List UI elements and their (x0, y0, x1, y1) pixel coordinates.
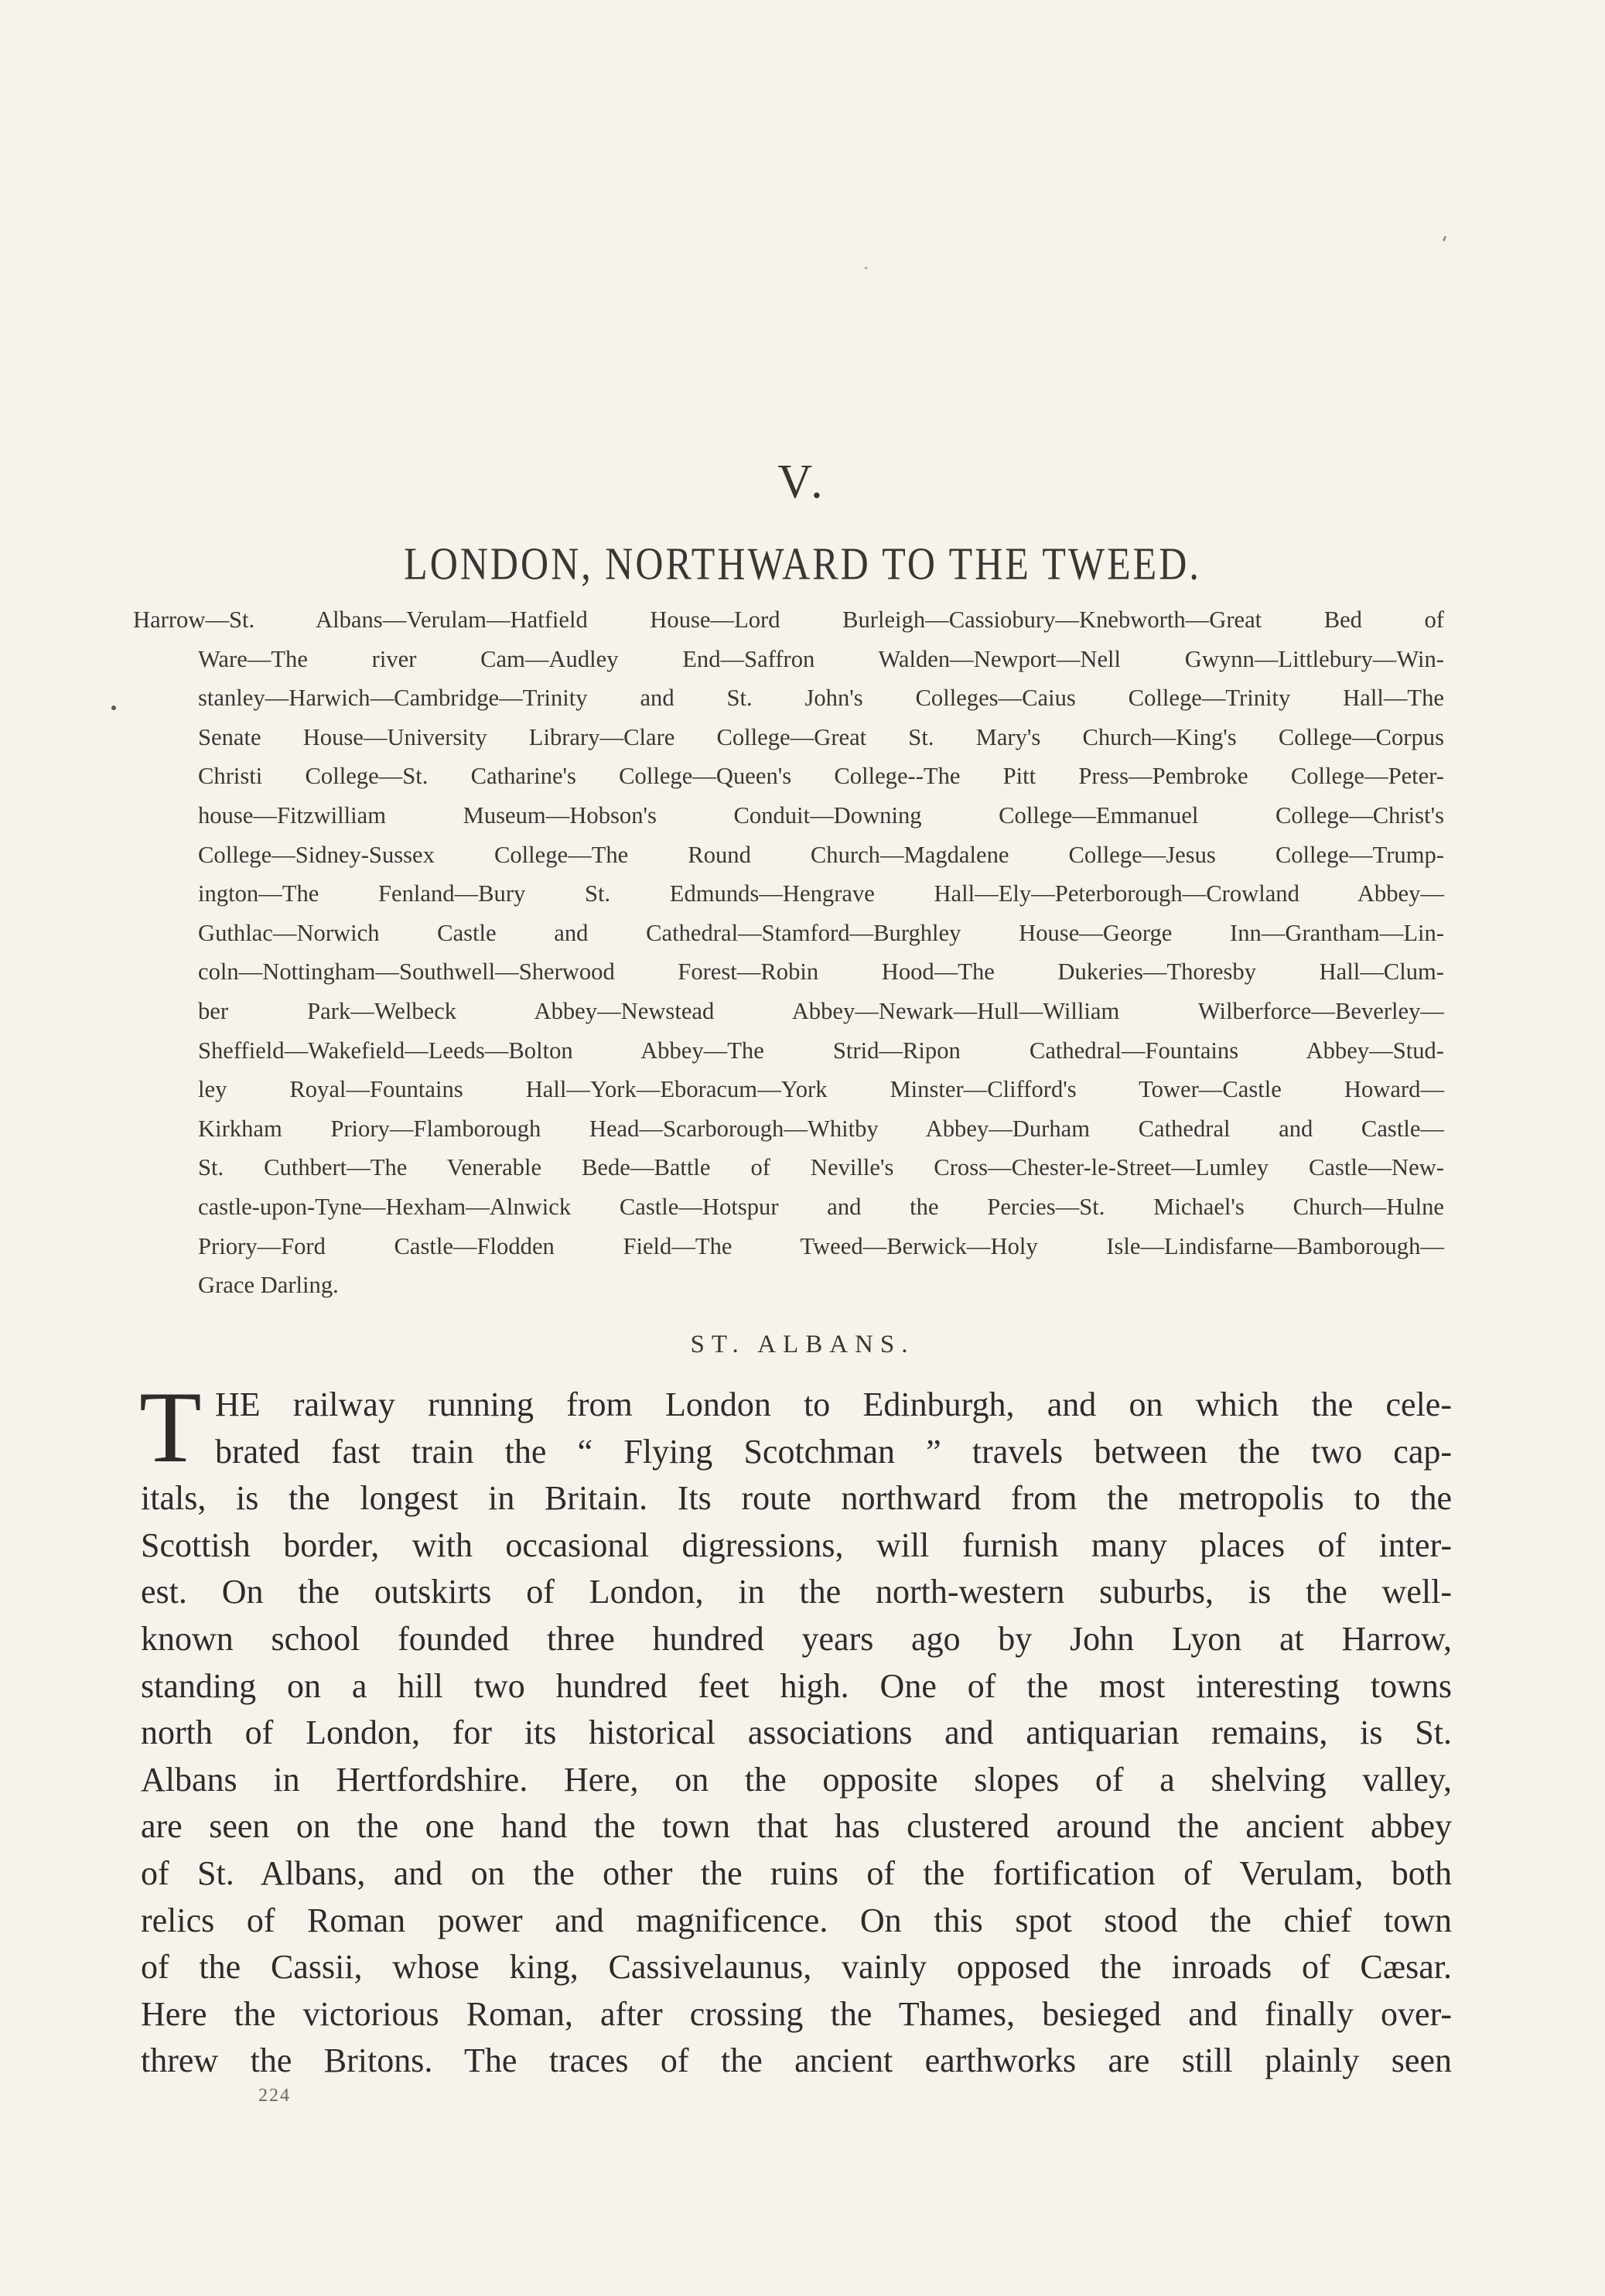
synopsis-line: Harrow—St. Albans—Verulam—Hatfield House—Lord Burleigh—Cassiobury—Knebworth—Great Bed of (133, 606, 1444, 633)
synopsis-line: Kirkham Priory—Flamborough Head—Scarborough—Whitby Abbey—Durham Cathedral and Castle— (198, 1115, 1444, 1142)
body-line: threw the Britons. The traces of the ancient earthworks are still plainly seen (141, 2041, 1452, 2080)
body-line: of St. Albans, and on the other the ruins of the fortification of Verulam, both (141, 1854, 1452, 1892)
chapter-number: V. (777, 456, 828, 508)
synopsis-line: College—Sidney-Sussex College—The Round Church—Magdalene College—Jesus College—Trump- (198, 841, 1444, 868)
synopsis-line: ber Park—Welbeck Abbey—Newstead Abbey—Newark—Hull—William Wilberforce—Beverley— (198, 997, 1444, 1024)
synopsis-line: house—Fitzwilliam Museum—Hobson's Conduit—Downing College—Emmanuel College—Christ's (198, 801, 1444, 829)
synopsis-line: Senate House—University Library—Clare College—Great St. Mary's Church—King's College—Corpus (198, 723, 1444, 750)
ink-dot (111, 706, 116, 710)
paper-speck (865, 267, 867, 269)
synopsis-line: castle-upon-Tyne—Hexham—Alnwick Castle—Hotspur and the Percies—St. Michael's Church—Hulne (198, 1193, 1444, 1220)
body-line: of the Cassii, whose king, Cassivelaunus, vainly opposed the inroads of Cæsar. (141, 1948, 1452, 1987)
synopsis-line: Grace Darling. (198, 1272, 339, 1299)
body-line: est. On the outskirts of London, in the north-western suburbs, is the well- (141, 1573, 1452, 1611)
body-line: standing on a hill two hundred feet high. One of the most interesting towns (141, 1666, 1452, 1705)
synopsis-line: stanley—Harwich—Cambridge—Trinity and St. John's Colleges—Caius College—Trinity Hall—The (198, 685, 1444, 712)
body-line: Albans in Hertfordshire. Here, on the opposite slopes of a shelving valley, (141, 1760, 1452, 1799)
body-line: itals, is the longest in Britain. Its route northward from the metropolis to the (141, 1479, 1452, 1518)
chapter-synopsis (133, 600, 1444, 1305)
paper-speck (1443, 236, 1447, 242)
body-line: north of London, for its historical associations and antiquarian remains, is St. (141, 1713, 1452, 1752)
synopsis-line: ley Royal—Fountains Hall—York—Eboracum—York Minster—Clifford's Tower—Castle Howard— (198, 1076, 1444, 1103)
synopsis-line: Priory—Ford Castle—Flodden Field—The Tweed—Berwick—Holy Isle—Lindisfarne—Bamborough— (198, 1232, 1444, 1259)
synopsis-line: Ware—The river Cam—Audley End—Saffron Walden—Newport—Nell Gwynn—Littlebury—Win- (198, 645, 1444, 672)
synopsis-line: ington—The Fenland—Bury St. Edmunds—Hengrave Hall—Ely—Peterborough—Crowland Abbey— (198, 880, 1444, 907)
section-heading: ST. ALBANS. (690, 1331, 915, 1358)
chapter-title: LONDON, NORTHWARD TO THE TWEED. (404, 538, 1201, 589)
page-number: 224 (258, 2086, 291, 2106)
synopsis-line: St. Cuthbert—The Venerable Bede—Battle of Neville's Cross—Chester-le-Street—Lumley Castle—New- (198, 1154, 1444, 1181)
synopsis-line: Christi College—St. Catharine's College—Queen's College--The Pitt Press—Pembroke College—Peter- (198, 763, 1444, 790)
body-line: known school founded three hundred years ago by John Lyon at Harrow, (141, 1619, 1452, 1658)
body-line: HE railway running from London to Edinburgh, and on which the cele- (215, 1385, 1452, 1423)
body-line: relics of Roman power and magnificence. On this spot stood the chief town (141, 1901, 1452, 1939)
synopsis-line: Sheffield—Wakefield—Leeds—Bolton Abbey—The Strid—Ripon Cathedral—Fountains Abbey—Stud- (198, 1037, 1444, 1064)
synopsis-line: Guthlac—Norwich Castle and Cathedral—Stamford—Burghley House—George Inn—Grantham—Lin- (198, 919, 1444, 946)
body-line: Here the victorious Roman, after crossing the Thames, besieged and finally over- (141, 1994, 1452, 2033)
body-line: Scottish border, with occasional digressions, will furnish many places of inter- (141, 1526, 1452, 1564)
drop-cap: T (139, 1370, 202, 1484)
synopsis-line: coln—Nottingham—Southwell—Sherwood Forest—Robin Hood—The Dukeries—Thoresby Hall—Clum- (198, 958, 1444, 986)
body-line: are seen on the one hand the town that has clustered around the ancient abbey (141, 1807, 1452, 1846)
body-line: brated fast train the “ Flying Scotchman ” travels between the two cap- (215, 1432, 1452, 1471)
body-paragraph (139, 1370, 1452, 2085)
